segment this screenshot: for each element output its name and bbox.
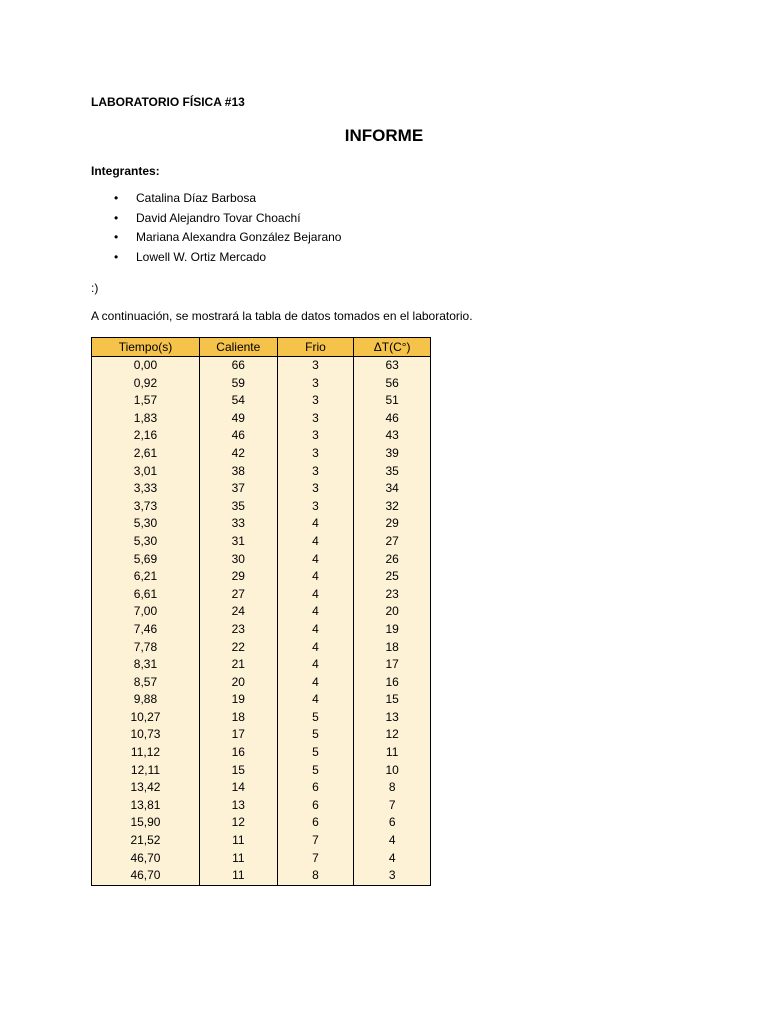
- cell-caliente: 49: [199, 410, 277, 428]
- table-header-row: [92, 338, 431, 357]
- cell-tiempo: 21,52: [92, 832, 200, 850]
- cell-caliente: 46: [199, 427, 277, 445]
- cell-tiempo: 2,16: [92, 427, 200, 445]
- cell-frio: 3: [277, 375, 354, 393]
- cell-frio: 6: [277, 797, 354, 815]
- cell-tiempo: 7,46: [92, 621, 200, 639]
- cell-delta-t: 46: [354, 410, 431, 428]
- cell-delta-t: 10: [354, 762, 431, 780]
- cell-frio: 4: [277, 533, 354, 551]
- cell-delta-t: 4: [354, 850, 431, 868]
- cell-frio: 4: [277, 621, 354, 639]
- cell-delta-t: 11: [354, 744, 431, 762]
- table-row: [92, 533, 431, 551]
- bullet-icon: •: [114, 250, 119, 265]
- cell-tiempo: 8,31: [92, 656, 200, 674]
- table-row: [92, 814, 431, 832]
- cell-frio: 4: [277, 674, 354, 692]
- cell-delta-t: 39: [354, 445, 431, 463]
- cell-delta-t: 43: [354, 427, 431, 445]
- table-row: [92, 551, 431, 569]
- cell-delta-t: 29: [354, 515, 431, 533]
- cell-frio: 5: [277, 726, 354, 744]
- cell-caliente: 35: [199, 498, 277, 516]
- cell-caliente: 38: [199, 463, 277, 481]
- table-row: [92, 498, 431, 516]
- table-row: [92, 480, 431, 498]
- cell-delta-t: 56: [354, 375, 431, 393]
- cell-delta-t: 17: [354, 656, 431, 674]
- report-title: INFORME: [344, 126, 424, 145]
- cell-tiempo: 15,90: [92, 814, 200, 832]
- member-name: David Alejandro Tovar Choachí: [136, 210, 301, 225]
- cell-caliente: 20: [199, 674, 277, 692]
- cell-frio: 3: [277, 463, 354, 481]
- cell-frio: 3: [277, 357, 354, 375]
- cell-tiempo: 7,00: [92, 603, 200, 621]
- cell-delta-t: 6: [354, 814, 431, 832]
- members-list: [0, 190, 341, 269]
- cell-delta-t: 19: [354, 621, 431, 639]
- table-row: [92, 674, 431, 692]
- cell-frio: 4: [277, 551, 354, 569]
- cell-delta-t: 27: [354, 533, 431, 551]
- cell-delta-t: 12: [354, 726, 431, 744]
- cell-tiempo: 13,81: [92, 797, 200, 815]
- cell-tiempo: 13,42: [92, 779, 200, 797]
- cell-frio: 4: [277, 586, 354, 604]
- cell-caliente: 13: [199, 797, 277, 815]
- member-name: Catalina Díaz Barbosa: [136, 191, 257, 205]
- cell-delta-t: 23: [354, 586, 431, 604]
- cell-tiempo: 7,78: [92, 639, 200, 657]
- smiley-text: :): [91, 281, 99, 295]
- table-row: [92, 392, 431, 410]
- cell-delta-t: 16: [354, 674, 431, 692]
- cell-delta-t: 8: [354, 779, 431, 797]
- cell-tiempo: 6,21: [92, 568, 200, 586]
- cell-frio: 5: [277, 762, 354, 780]
- cell-tiempo: 10,73: [92, 726, 200, 744]
- cell-tiempo: 8,57: [92, 674, 200, 692]
- cell-frio: 4: [277, 515, 354, 533]
- cell-caliente: 12: [199, 814, 277, 832]
- table-row: [92, 797, 431, 815]
- cell-frio: 6: [277, 779, 354, 797]
- table-row: [92, 410, 431, 428]
- member-name: Lowell W. Ortiz Mercado: [136, 250, 267, 265]
- members-heading: Integrantes:: [91, 164, 160, 178]
- cell-tiempo: 12,11: [92, 762, 200, 780]
- cell-delta-t: 15: [354, 691, 431, 709]
- header-tiempo: Tiempo(s): [92, 338, 200, 357]
- cell-tiempo: 1,57: [92, 392, 200, 410]
- bullet-icon: •: [114, 230, 119, 245]
- table-row: [92, 445, 431, 463]
- cell-delta-t: 51: [354, 392, 431, 410]
- table-row: [92, 709, 431, 727]
- table-row: [92, 744, 431, 762]
- cell-caliente: 30: [199, 551, 277, 569]
- cell-delta-t: 34: [354, 480, 431, 498]
- cell-delta-t: 3: [354, 867, 431, 885]
- cell-caliente: 66: [199, 357, 277, 375]
- cell-frio: 7: [277, 832, 354, 850]
- table-row: [92, 762, 431, 780]
- cell-tiempo: 3,73: [92, 498, 200, 516]
- table-row: [92, 357, 431, 375]
- cell-caliente: 11: [199, 832, 277, 850]
- cell-tiempo: 6,61: [92, 586, 200, 604]
- cell-delta-t: 35: [354, 463, 431, 481]
- table-row: [92, 568, 431, 586]
- table-row: [92, 603, 431, 621]
- cell-caliente: 31: [199, 533, 277, 551]
- cell-caliente: 11: [199, 850, 277, 868]
- cell-caliente: 15: [199, 762, 277, 780]
- cell-frio: 8: [277, 867, 354, 885]
- cell-delta-t: 18: [354, 639, 431, 657]
- table-row: [92, 427, 431, 445]
- bullet-icon: •: [114, 191, 119, 205]
- cell-caliente: 22: [199, 639, 277, 657]
- cell-delta-t: 26: [354, 551, 431, 569]
- cell-frio: 4: [277, 603, 354, 621]
- cell-delta-t: 63: [354, 357, 431, 375]
- cell-tiempo: 5,30: [92, 533, 200, 551]
- cell-delta-t: 32: [354, 498, 431, 516]
- cell-tiempo: 46,70: [92, 867, 200, 885]
- cell-tiempo: 1,83: [92, 410, 200, 428]
- cell-tiempo: 0,00: [92, 357, 200, 375]
- member-item: [0, 229, 341, 249]
- cell-caliente: 11: [199, 867, 277, 885]
- cell-frio: 4: [277, 639, 354, 657]
- table-row: [92, 779, 431, 797]
- table-body: [92, 357, 431, 886]
- header-caliente: Caliente: [199, 338, 277, 357]
- cell-tiempo: 2,61: [92, 445, 200, 463]
- data-table: [91, 337, 431, 886]
- cell-caliente: 33: [199, 515, 277, 533]
- table-row: [92, 832, 431, 850]
- table-row: [92, 691, 431, 709]
- cell-frio: 3: [277, 498, 354, 516]
- cell-frio: 3: [277, 410, 354, 428]
- table-row: [92, 586, 431, 604]
- cell-delta-t: 7: [354, 797, 431, 815]
- cell-delta-t: 4: [354, 832, 431, 850]
- cell-caliente: 29: [199, 568, 277, 586]
- table-row: [92, 375, 431, 393]
- table-row: [92, 850, 431, 868]
- cell-delta-t: 25: [354, 568, 431, 586]
- header-delta-t: ΔT(C°): [354, 338, 431, 357]
- member-name: Mariana Alexandra González Bejarano: [136, 230, 342, 245]
- cell-tiempo: 5,69: [92, 551, 200, 569]
- cell-caliente: 17: [199, 726, 277, 744]
- table-row: [92, 463, 431, 481]
- cell-frio: 5: [277, 709, 354, 727]
- cell-frio: 3: [277, 480, 354, 498]
- table-row: [92, 867, 431, 885]
- cell-caliente: 19: [199, 691, 277, 709]
- cell-caliente: 14: [199, 779, 277, 797]
- table-row: [92, 515, 431, 533]
- cell-delta-t: 13: [354, 709, 431, 727]
- cell-caliente: 42: [199, 445, 277, 463]
- bullet-icon: •: [114, 210, 119, 225]
- cell-delta-t: 20: [354, 603, 431, 621]
- cell-tiempo: 9,88: [92, 691, 200, 709]
- cell-frio: 3: [277, 427, 354, 445]
- cell-caliente: 59: [199, 375, 277, 393]
- cell-frio: 4: [277, 568, 354, 586]
- cell-caliente: 23: [199, 621, 277, 639]
- cell-tiempo: 3,01: [92, 463, 200, 481]
- cell-tiempo: 11,12: [92, 744, 200, 762]
- cell-tiempo: 3,33: [92, 480, 200, 498]
- cell-caliente: 27: [199, 586, 277, 604]
- header-frio: Frio: [277, 338, 354, 357]
- table-row: [92, 656, 431, 674]
- cell-frio: 7: [277, 850, 354, 868]
- member-item: [0, 210, 341, 230]
- member-item: [0, 249, 341, 269]
- table-row: [92, 726, 431, 744]
- table-row: [92, 639, 431, 657]
- cell-frio: 3: [277, 445, 354, 463]
- cell-frio: 4: [277, 691, 354, 709]
- cell-caliente: 16: [199, 744, 277, 762]
- cell-frio: 3: [277, 392, 354, 410]
- lab-title: LABORATORIO FÍSICA #13: [91, 95, 245, 109]
- cell-caliente: 21: [199, 656, 277, 674]
- cell-tiempo: 46,70: [92, 850, 200, 868]
- cell-caliente: 54: [199, 392, 277, 410]
- cell-tiempo: 10,27: [92, 709, 200, 727]
- cell-tiempo: 5,30: [92, 515, 200, 533]
- cell-tiempo: 0,92: [92, 375, 200, 393]
- cell-frio: 4: [277, 656, 354, 674]
- table-row: [92, 621, 431, 639]
- cell-caliente: 18: [199, 709, 277, 727]
- member-item: [0, 190, 341, 210]
- cell-caliente: 37: [199, 480, 277, 498]
- cell-frio: 6: [277, 814, 354, 832]
- cell-caliente: 24: [199, 603, 277, 621]
- cell-frio: 5: [277, 744, 354, 762]
- intro-paragraph: A continuación, se mostrará la tabla de datos tomados en el laboratorio.: [91, 309, 473, 323]
